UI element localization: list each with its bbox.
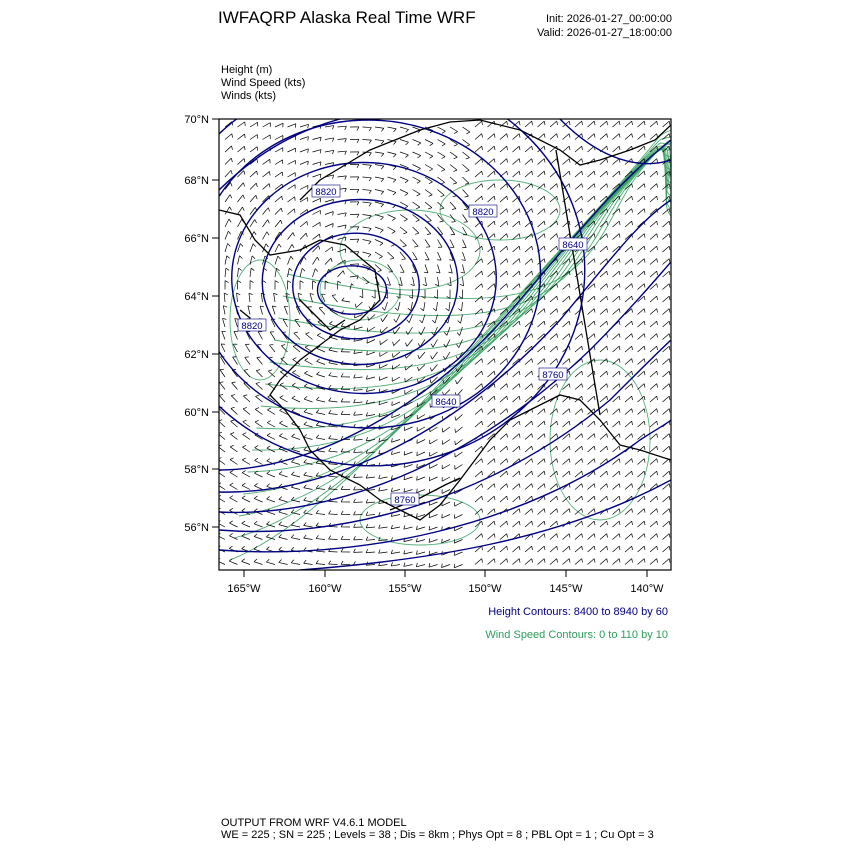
lon-tick-label: 145°W [549, 583, 583, 595]
contour-label: 8640 [562, 240, 584, 251]
contour-label: 8820 [472, 207, 494, 218]
field-height-label: Height (m) [221, 64, 273, 76]
contour-label: 8820 [315, 187, 337, 198]
lat-tick-label: 56°N [184, 522, 209, 534]
legend-height-contours: Height Contours: 8400 to 8940 by 60 [488, 606, 668, 618]
map-title: IWFAQRP Alaska Real Time WRF [218, 8, 476, 27]
footer-config-line: WE = 225 ; SN = 225 ; Levels = 38 ; Dis = 8km ; Phys Opt = 8 ; PBL Opt = 1 ; Cu Opt = 3 [221, 829, 654, 841]
lon-tick-label: 150°W [468, 583, 502, 595]
lat-tick-label: 70°N [184, 114, 209, 126]
lat-tick-label: 64°N [184, 291, 209, 303]
lon-tick-label: 165°W [227, 583, 261, 595]
lat-tick-label: 68°N [184, 175, 209, 187]
lat-tick-label: 66°N [184, 233, 209, 245]
footer-model-line: OUTPUT FROM WRF V4.6.1 MODEL [221, 817, 407, 829]
field-wind-speed-label: Wind Speed (kts) [221, 77, 306, 89]
contour-label: 8760 [394, 495, 416, 506]
lon-tick-label: 155°W [388, 583, 422, 595]
init-time: Init: 2026-01-27_00:00:00 [546, 13, 672, 25]
contour-label: 8760 [542, 370, 564, 381]
longitude-axis [227, 570, 664, 595]
field-winds-label: Winds (kts) [221, 90, 276, 102]
latitude-axis [184, 114, 219, 534]
lat-tick-label: 60°N [184, 407, 209, 419]
lon-tick-label: 160°W [308, 583, 342, 595]
lat-tick-label: 58°N [184, 464, 209, 476]
lon-tick-label: 140°W [630, 583, 664, 595]
lat-tick-label: 62°N [184, 349, 209, 361]
contour-label: 8640 [435, 397, 457, 408]
legend-wind-contours: Wind Speed Contours: 0 to 110 by 10 [485, 629, 668, 641]
contour-label: 8820 [241, 321, 263, 332]
valid-time: Valid: 2026-01-27_18:00:00 [537, 27, 672, 39]
